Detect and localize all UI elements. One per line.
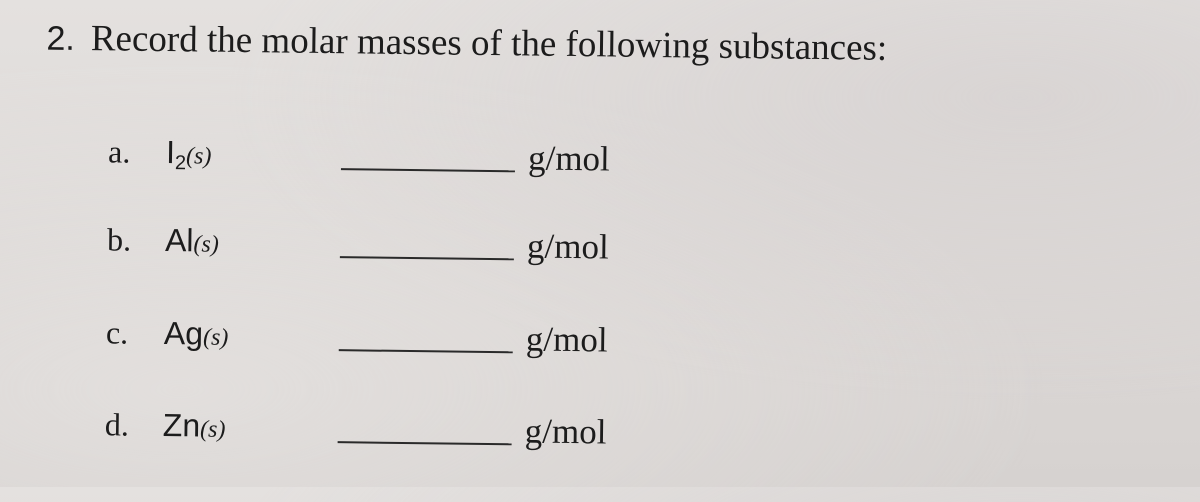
item-d: [104, 406, 665, 463]
formula-state: (s): [203, 325, 229, 351]
formula-state: (s): [200, 416, 226, 442]
item-letter: d.: [105, 406, 129, 443]
question-heading: [46, 17, 887, 70]
item-b: [107, 221, 668, 278]
formula-subscript: 2: [175, 152, 186, 174]
formula-state: (s): [186, 143, 212, 169]
item-formula: [163, 407, 226, 445]
unit-label: g/mol: [526, 319, 608, 360]
item-letter: b.: [107, 221, 131, 258]
unit-label: g/mol: [525, 411, 607, 452]
unit-label: g/mol: [528, 138, 610, 179]
item-letter: a.: [108, 133, 131, 170]
formula-symbol: Ag: [164, 315, 204, 351]
formula-state: (s): [193, 231, 219, 257]
formula-symbol: Zn: [163, 407, 201, 443]
item-letter: c.: [106, 314, 129, 351]
item-a: [108, 133, 669, 190]
answer-blank[interactable]: [341, 168, 515, 172]
item-formula: [164, 315, 229, 353]
item-c: [106, 314, 667, 371]
formula-symbol: I: [166, 134, 175, 170]
item-formula: [166, 134, 212, 172]
unit-label: g/mol: [527, 226, 609, 267]
formula-symbol: Al: [165, 222, 194, 258]
question-number: 2.: [46, 20, 75, 58]
answer-blank[interactable]: [338, 441, 512, 445]
item-formula: [165, 222, 219, 260]
question-text: Record the molar masses of the following substances:: [91, 18, 888, 69]
answer-blank[interactable]: [339, 349, 513, 353]
answer-blank[interactable]: [340, 256, 514, 260]
